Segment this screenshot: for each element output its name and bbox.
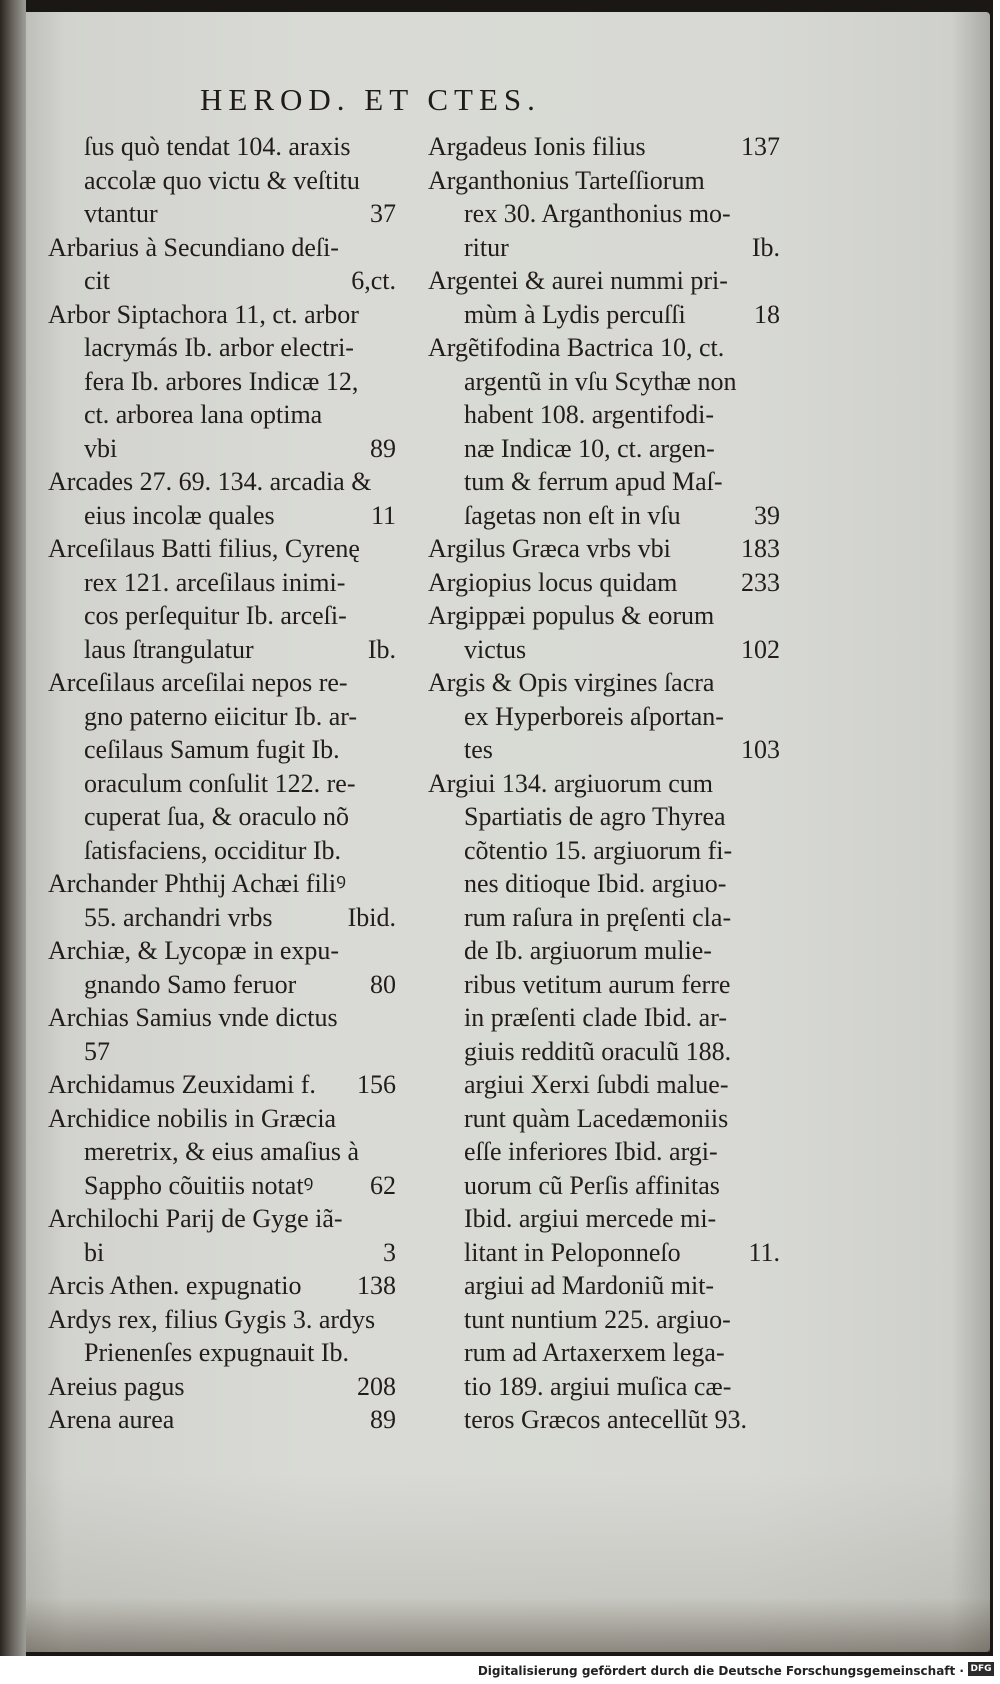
index-entry-line bbox=[48, 365, 396, 399]
entry-text: vtantur bbox=[84, 199, 158, 228]
page-reference: 137 bbox=[741, 132, 780, 161]
index-entry-line bbox=[48, 298, 396, 332]
entry-text: victus bbox=[464, 634, 527, 664]
page-reference: 62 bbox=[370, 1170, 396, 1200]
index-entry-line bbox=[428, 566, 780, 600]
page-reference: 208 bbox=[357, 1371, 396, 1401]
entry-text: vbi bbox=[84, 433, 118, 463]
entry-text: meretrix, & eius amaſius à bbox=[84, 1137, 360, 1166]
entry-text: Archidamus Zeuxidami f. bbox=[48, 1070, 316, 1099]
page-reference bbox=[772, 968, 780, 1002]
index-entry-line bbox=[48, 1269, 396, 1303]
entry-text: ct. arborea lana optima bbox=[84, 400, 323, 429]
entry-text: ſatisfaciens, occiditur Ib. bbox=[84, 835, 342, 865]
index-entry-line bbox=[428, 532, 780, 566]
entry-text: Archilochi Parij de Gyge iã- bbox=[48, 1204, 343, 1233]
entry-text: Areius pagus bbox=[48, 1371, 185, 1401]
index-entry-line bbox=[48, 499, 396, 533]
page-reference bbox=[772, 197, 780, 231]
page-reference bbox=[772, 1035, 780, 1069]
index-entry-line bbox=[428, 197, 780, 231]
index-entry-line bbox=[428, 1370, 780, 1404]
page-reference bbox=[772, 1202, 780, 1236]
index-entry-line bbox=[48, 1135, 396, 1169]
entry-text: argiui Xerxi ſubdi malue- bbox=[464, 1070, 729, 1099]
index-entry-line bbox=[428, 934, 780, 968]
page-reference bbox=[772, 365, 780, 399]
page-reference bbox=[772, 800, 780, 834]
index-entry-line bbox=[48, 1035, 396, 1069]
entry-text: Arbarius à Secundiano deſi- bbox=[48, 232, 339, 262]
index-entry-line bbox=[428, 968, 780, 1002]
page-reference: 156 bbox=[357, 1070, 396, 1099]
index-entry-line bbox=[428, 834, 780, 868]
index-column-right bbox=[428, 130, 780, 1437]
index-entry-line bbox=[48, 633, 396, 667]
page-reference bbox=[772, 767, 780, 801]
page-reference: Ibid. bbox=[347, 902, 396, 932]
entry-text: Argiopius locus quidam bbox=[428, 567, 678, 597]
index-entry-line bbox=[428, 231, 780, 265]
page-reference bbox=[388, 1336, 396, 1370]
index-entry-line bbox=[48, 1236, 396, 1270]
entry-text: laus ſtrangulatur bbox=[84, 634, 254, 664]
page-reference bbox=[388, 599, 396, 633]
page-reference: 11. bbox=[748, 1237, 780, 1267]
entry-text: næ Indicæ 10, ct. argen- bbox=[464, 433, 715, 463]
entry-text: eſſe inferiores Ibid. argi- bbox=[464, 1137, 718, 1166]
index-entry-line bbox=[428, 331, 780, 365]
page-reference bbox=[772, 1001, 780, 1035]
entry-text: Archiæ, & Lycopæ in expu- bbox=[48, 936, 340, 965]
index-entry-line bbox=[428, 398, 780, 432]
page-reference bbox=[772, 264, 780, 298]
entry-text: gnando Samo feruor bbox=[84, 969, 297, 999]
index-entry-line bbox=[48, 331, 396, 365]
entry-text: ex Hyperboreis aſportan- bbox=[464, 701, 724, 731]
entry-text: Arcis Athen. expugnatio bbox=[48, 1271, 302, 1300]
entry-text: Argentei & aurei nummi pri- bbox=[428, 266, 728, 295]
page-reference: 183 bbox=[741, 534, 780, 563]
entry-text: argentũ in vſu Scythæ non bbox=[464, 366, 737, 396]
index-entry-line bbox=[48, 432, 396, 466]
page-reference bbox=[388, 934, 396, 968]
entry-text: Archander Phthij Achæi filiꝰ bbox=[48, 869, 347, 898]
index-entry-line bbox=[428, 130, 780, 164]
entry-text: ſagetas non eſt in vſu bbox=[464, 500, 681, 530]
page-reference bbox=[772, 1336, 780, 1370]
dfg-logo: DFG bbox=[968, 1662, 994, 1676]
index-entry-line bbox=[428, 1336, 780, 1370]
page-reference bbox=[772, 1102, 780, 1136]
index-entry-line bbox=[48, 532, 396, 566]
entry-text: Sappho cõuitiis notatꝰ bbox=[84, 1170, 314, 1200]
entry-text: teros Græcos antecellũt 93. bbox=[464, 1405, 748, 1434]
index-entry-line bbox=[48, 767, 396, 801]
index-entry-line bbox=[428, 365, 780, 399]
page-reference bbox=[772, 934, 780, 968]
index-entry-line bbox=[48, 1403, 396, 1437]
page-reference bbox=[772, 432, 780, 466]
entry-text: Arena aurea bbox=[48, 1405, 175, 1434]
entry-text: oraculum conſulit 122. re- bbox=[84, 768, 356, 798]
entry-text: giuis redditũ oraculũ 188. bbox=[464, 1036, 732, 1066]
entry-text: ſus quò tendat 104. araxis bbox=[84, 132, 351, 161]
page-reference bbox=[388, 231, 396, 265]
entry-text: Arceſilaus arceſilai nepos re- bbox=[48, 668, 348, 697]
entry-text: habent 108. argentifodi- bbox=[464, 400, 715, 429]
page-reference: 3 bbox=[383, 1237, 396, 1267]
index-entry-line bbox=[428, 1303, 780, 1337]
index-entry-line bbox=[48, 164, 396, 198]
entry-text: Archias Samius vnde dictus bbox=[48, 1003, 338, 1032]
entry-text: Argadeus Ionis filius bbox=[428, 132, 646, 161]
entry-text: gno paterno eiicitur Ib. ar- bbox=[84, 701, 358, 731]
page-reference bbox=[388, 1135, 396, 1169]
page-reference: 18 bbox=[754, 299, 780, 329]
index-entry-line bbox=[428, 1001, 780, 1035]
index-entry-line bbox=[48, 566, 396, 600]
index-entry-line bbox=[428, 1403, 780, 1437]
entry-text: Argis & Opis virgines ſacra bbox=[428, 668, 715, 697]
index-entry-line bbox=[428, 465, 780, 499]
index-entry-line bbox=[48, 1370, 396, 1404]
entry-text: cos perſequitur Ib. arceſi- bbox=[84, 601, 347, 630]
page-reference bbox=[772, 1370, 780, 1404]
entry-text: rex 30. Arganthonius mo- bbox=[464, 199, 731, 228]
index-entry-line bbox=[428, 700, 780, 734]
page-reference bbox=[772, 331, 780, 365]
page-reference bbox=[388, 1303, 396, 1337]
entry-text: bi bbox=[84, 1237, 105, 1267]
entry-text: de Ib. argiuorum mulie- bbox=[464, 936, 712, 965]
index-entry-line bbox=[48, 1102, 396, 1136]
index-entry-line bbox=[428, 264, 780, 298]
page-reference bbox=[388, 566, 396, 600]
entry-text: Arceſilaus Batti filius, Cyrenę bbox=[48, 534, 360, 563]
index-entry-line bbox=[48, 465, 396, 499]
entry-text: ritur bbox=[464, 232, 509, 262]
index-entry-line bbox=[428, 499, 780, 533]
entry-text: rum ad Artaxerxem lega- bbox=[464, 1338, 725, 1367]
index-entry-line bbox=[48, 1169, 396, 1203]
index-entry-line bbox=[428, 298, 780, 332]
index-entry-line bbox=[428, 1236, 780, 1270]
page-reference: 233 bbox=[741, 567, 780, 597]
index-entry-line bbox=[428, 867, 780, 901]
index-entry-line bbox=[48, 901, 396, 935]
entry-text: uorum cũ Perſis affinitas bbox=[464, 1170, 720, 1200]
entry-text: in præſenti clade Ibid. ar- bbox=[464, 1003, 727, 1032]
index-entry-line bbox=[428, 599, 780, 633]
entry-text: ribus vetitum aurum ferre bbox=[464, 969, 731, 999]
page-reference bbox=[388, 1001, 396, 1035]
entry-text: litant in Peloponneſo bbox=[464, 1237, 681, 1267]
page-reference: 80 bbox=[370, 969, 396, 999]
entry-text: lacrymás Ib. arbor electri- bbox=[84, 333, 354, 362]
entry-text: Arcades 27. 69. 134. arcadia & bbox=[48, 467, 372, 496]
entry-text: fera Ib. arbores Indicæ 12, bbox=[84, 366, 359, 396]
page-reference bbox=[772, 1403, 780, 1437]
index-entry-line bbox=[428, 1135, 780, 1169]
index-entry-line bbox=[428, 1202, 780, 1236]
page-reference bbox=[388, 164, 396, 198]
index-entry-line bbox=[428, 1035, 780, 1069]
entry-text: tum & ferrum apud Maſ- bbox=[464, 467, 723, 496]
page-reference bbox=[388, 130, 396, 164]
index-entry-line bbox=[48, 867, 396, 901]
page-reference bbox=[772, 867, 780, 901]
entry-text: eius incolæ quales bbox=[84, 500, 275, 530]
page-reference: 89 bbox=[370, 433, 396, 463]
page-reference: 11 bbox=[370, 500, 396, 530]
entry-text: Prienenſes expugnauit Ib. bbox=[84, 1338, 349, 1367]
page-reference bbox=[772, 398, 780, 432]
entry-text: argiui ad Mardoniũ mit- bbox=[464, 1271, 715, 1300]
page-reference bbox=[772, 1068, 780, 1102]
page-reference bbox=[388, 532, 396, 566]
index-entry-line bbox=[428, 1269, 780, 1303]
index-entry-line bbox=[48, 1001, 396, 1035]
index-entry-line bbox=[48, 1202, 396, 1236]
index-entry-line bbox=[428, 901, 780, 935]
index-entry-line bbox=[428, 800, 780, 834]
page-reference bbox=[772, 164, 780, 198]
entry-text: tio 189. argiui muſica cæ- bbox=[464, 1371, 732, 1401]
entry-text: 55. archandri vrbs bbox=[84, 902, 273, 932]
entry-text: Spartiatis de agro Thyrea bbox=[464, 802, 726, 831]
index-entry-line bbox=[428, 666, 780, 700]
page-reference bbox=[388, 331, 396, 365]
page-reference bbox=[388, 465, 396, 499]
page-reference bbox=[772, 666, 780, 700]
entry-text: Argẽtifodina Bactrica 10, ct. bbox=[428, 333, 725, 362]
page-reference: 39 bbox=[754, 500, 780, 530]
page-reference bbox=[388, 733, 396, 767]
index-entry-line bbox=[48, 834, 396, 868]
index-entry-line bbox=[48, 733, 396, 767]
entry-text: cõtentio 15. argiuorum fi- bbox=[464, 835, 733, 865]
page-reference: Ib. bbox=[367, 634, 396, 664]
page-reference bbox=[388, 700, 396, 734]
index-entry-line bbox=[428, 1169, 780, 1203]
page-reference bbox=[772, 901, 780, 935]
index-entry-line bbox=[48, 934, 396, 968]
index-entry-line bbox=[48, 1068, 396, 1102]
page-reference bbox=[388, 1102, 396, 1136]
page-reference bbox=[388, 1035, 396, 1069]
page-reference bbox=[388, 365, 396, 399]
index-entry-line bbox=[48, 1336, 396, 1370]
funding-credit: Digitalisierung gefördert durch die Deutsche Forschungsgemeinschaft · bbox=[477, 1664, 964, 1678]
footer-bar bbox=[0, 1656, 1000, 1684]
entry-text: cuperat ſua, & oraculo nõ bbox=[84, 802, 349, 831]
index-entry-line bbox=[428, 633, 780, 667]
entry-text: runt quàm Lacedæmoniis bbox=[464, 1103, 729, 1133]
entry-text: ceſilaus Samum fugit Ib. bbox=[84, 735, 340, 764]
entry-text: tunt nuntium 225. argiuo- bbox=[464, 1304, 731, 1334]
index-entry-line bbox=[48, 968, 396, 1002]
index-entry-line bbox=[48, 197, 396, 231]
entry-text: Arganthonius Tarteſſiorum bbox=[428, 165, 705, 195]
page-reference: 102 bbox=[741, 634, 780, 664]
index-entry-line bbox=[48, 1303, 396, 1337]
page-reference bbox=[388, 1202, 396, 1236]
entry-text: 57 bbox=[84, 1036, 110, 1066]
entry-text: accolæ quo victu & veſtitu bbox=[84, 165, 360, 195]
page-reference: 6,ct. bbox=[351, 266, 396, 295]
entry-text: Archidice nobilis in Græcia bbox=[48, 1103, 337, 1133]
page-reference bbox=[772, 1269, 780, 1303]
page-reference: 89 bbox=[370, 1405, 396, 1434]
page-reference bbox=[388, 666, 396, 700]
entry-text: rex 121. arceſilaus inimi- bbox=[84, 567, 346, 597]
page-reference bbox=[772, 1135, 780, 1169]
page-reference bbox=[388, 800, 396, 834]
page-reference bbox=[772, 1303, 780, 1337]
running-title: HEROD. ET CTES. bbox=[200, 82, 541, 117]
index-entry-line bbox=[48, 800, 396, 834]
index-entry-line bbox=[428, 1102, 780, 1136]
entry-text: Arbor Siptachora 11, ct. arbor bbox=[48, 299, 359, 329]
index-entry-line bbox=[428, 1068, 780, 1102]
entry-text: Ardys rex, filius Gygis 3. ardys bbox=[48, 1304, 376, 1334]
index-entry-line bbox=[48, 398, 396, 432]
index-entry-line bbox=[48, 130, 396, 164]
index-column-left bbox=[48, 130, 396, 1437]
page-reference bbox=[388, 834, 396, 868]
entry-text: Ibid. argiui mercede mi- bbox=[464, 1204, 717, 1233]
index-entry-line bbox=[48, 599, 396, 633]
entry-text: nes ditioque Ibid. argiuo- bbox=[464, 869, 727, 898]
entry-text: rum raſura in pręſenti cla- bbox=[464, 902, 732, 932]
page-reference bbox=[388, 298, 396, 332]
page-reference bbox=[772, 599, 780, 633]
index-entry-line bbox=[428, 733, 780, 767]
page-reference bbox=[772, 700, 780, 734]
page-reference bbox=[772, 465, 780, 499]
page-reference bbox=[388, 398, 396, 432]
index-entry-line bbox=[48, 264, 396, 298]
index-entry-line bbox=[48, 231, 396, 265]
page-reference bbox=[772, 834, 780, 868]
page-reference: 37 bbox=[370, 199, 396, 228]
page-reference bbox=[772, 1169, 780, 1203]
index-entry-line bbox=[428, 767, 780, 801]
page-reference bbox=[388, 767, 396, 801]
entry-text: Argippæi populus & eorum bbox=[428, 601, 715, 630]
index-entry-line bbox=[428, 432, 780, 466]
entry-text: cit bbox=[84, 266, 110, 295]
book-spine bbox=[0, 0, 26, 1656]
page-reference: 138 bbox=[357, 1271, 396, 1300]
page-reference bbox=[388, 867, 396, 901]
entry-text: tes bbox=[464, 735, 493, 764]
page-reference: Ib. bbox=[751, 232, 780, 262]
entry-text: Argiui 134. argiuorum cum bbox=[428, 768, 714, 798]
entry-text: Argilus Græca vrbs vbi bbox=[428, 534, 671, 563]
index-entry-line bbox=[428, 164, 780, 198]
page-reference: 103 bbox=[741, 735, 780, 764]
entry-text: mùm à Lydis percuſſi bbox=[464, 299, 686, 329]
index-entry-line bbox=[48, 700, 396, 734]
index-entry-line bbox=[48, 666, 396, 700]
